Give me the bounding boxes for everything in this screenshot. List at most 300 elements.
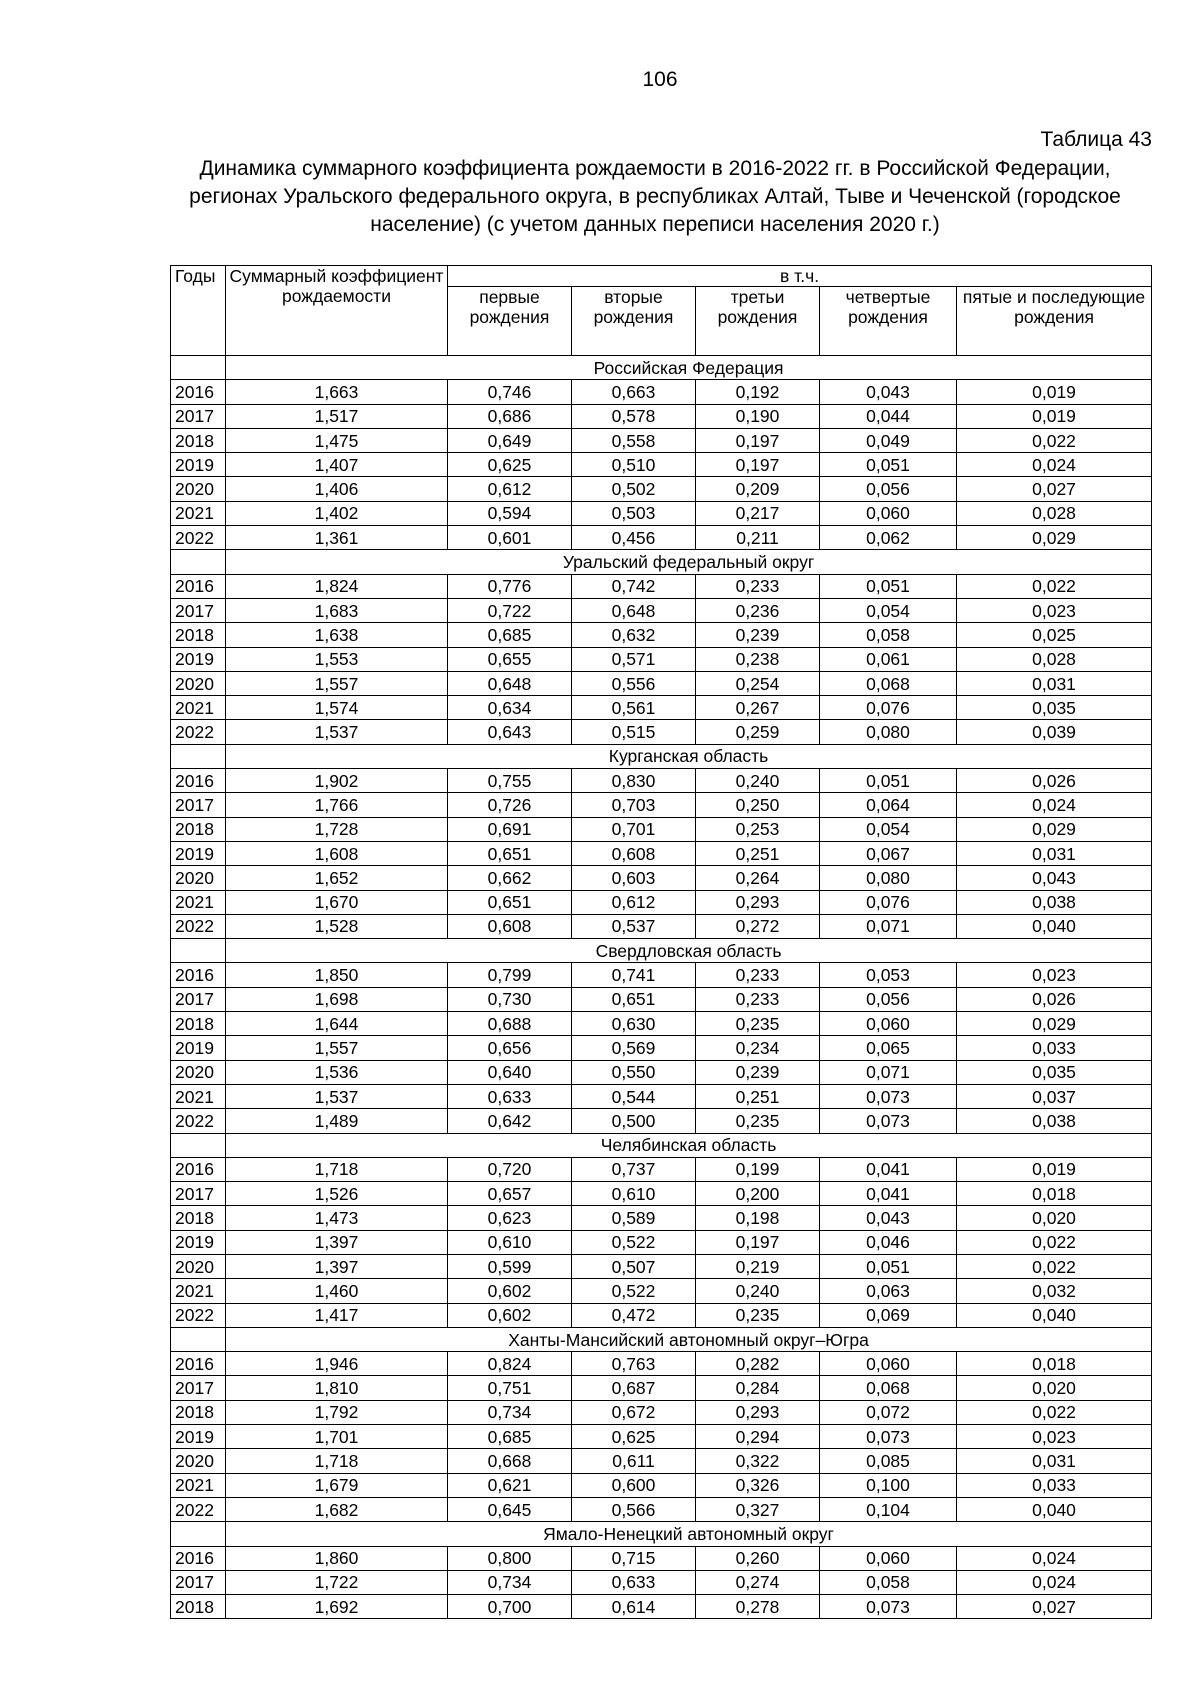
- value-cell: 0,456: [572, 526, 696, 550]
- value-cell: 1,473: [226, 1206, 448, 1230]
- value-cell: 0,062: [820, 526, 957, 550]
- table-row: [171, 501, 1152, 525]
- value-cell: 1,644: [226, 1012, 448, 1036]
- value-cell: 0,651: [448, 890, 572, 914]
- value-cell: 0,685: [448, 623, 572, 647]
- table-row: [171, 1012, 1152, 1036]
- value-cell: 0,023: [957, 1425, 1152, 1449]
- table-row: [171, 769, 1152, 793]
- year-cell: 2017: [171, 1182, 226, 1206]
- value-cell: 0,240: [696, 1279, 820, 1303]
- value-cell: 0,651: [448, 841, 572, 865]
- year-cell: 2018: [171, 1400, 226, 1424]
- value-cell: 0,594: [448, 501, 572, 525]
- value-cell: 0,472: [572, 1303, 696, 1327]
- region-name: Курганская область: [226, 744, 1152, 768]
- value-cell: 0,259: [696, 720, 820, 744]
- value-cell: 1,683: [226, 598, 448, 622]
- year-cell: 2018: [171, 428, 226, 452]
- value-cell: 0,278: [696, 1595, 820, 1619]
- value-cell: 0,058: [820, 1570, 957, 1594]
- value-cell: 0,022: [957, 1400, 1152, 1424]
- data-table: [170, 265, 1152, 1619]
- value-cell: 1,537: [226, 720, 448, 744]
- region-row: [171, 1522, 1152, 1546]
- value-cell: 0,239: [696, 1060, 820, 1084]
- value-cell: 0,217: [696, 501, 820, 525]
- value-cell: 0,253: [696, 817, 820, 841]
- table-row: [171, 526, 1152, 550]
- value-cell: 0,029: [957, 817, 1152, 841]
- year-cell: 2020: [171, 477, 226, 501]
- value-cell: 0,649: [448, 428, 572, 452]
- table-row: [171, 477, 1152, 501]
- value-cell: 0,632: [572, 623, 696, 647]
- value-cell: 1,526: [226, 1182, 448, 1206]
- table-title: Динамика суммарного коэффициента рождаемости в 2016-2022 гг. в Российской Федерации, регионах Уральского федерального округа, в республиках Алтай, Тыве и Чеченской (городское население) (с учетом данных переписи населения 2020 г.): [189, 157, 1121, 236]
- table-row: [171, 914, 1152, 938]
- table-row: [171, 1546, 1152, 1570]
- table-row: [171, 890, 1152, 914]
- table-row: [171, 453, 1152, 477]
- value-cell: 0,640: [448, 1060, 572, 1084]
- value-cell: 0,240: [696, 769, 820, 793]
- value-cell: 1,528: [226, 914, 448, 938]
- value-cell: 0,031: [957, 1449, 1152, 1473]
- value-cell: 0,058: [820, 623, 957, 647]
- value-cell: 0,502: [572, 477, 696, 501]
- value-cell: 0,198: [696, 1206, 820, 1230]
- value-cell: 0,067: [820, 841, 957, 865]
- value-cell: 0,645: [448, 1497, 572, 1521]
- value-cell: 0,625: [572, 1425, 696, 1449]
- value-cell: 0,503: [572, 501, 696, 525]
- value-cell: 0,722: [448, 598, 572, 622]
- value-cell: 0,657: [448, 1182, 572, 1206]
- table-row: [171, 1109, 1152, 1133]
- value-cell: 0,293: [696, 890, 820, 914]
- year-cell: 2019: [171, 1230, 226, 1254]
- region-name: Челябинская область: [226, 1133, 1152, 1157]
- region-row: [171, 550, 1152, 574]
- value-cell: 0,522: [572, 1230, 696, 1254]
- value-cell: 0,284: [696, 1376, 820, 1400]
- year-cell: 2021: [171, 501, 226, 525]
- value-cell: 1,792: [226, 1400, 448, 1424]
- value-cell: 0,294: [696, 1425, 820, 1449]
- year-cell: 2017: [171, 793, 226, 817]
- year-cell: 2016: [171, 1546, 226, 1570]
- value-cell: 1,860: [226, 1546, 448, 1570]
- table-row: [171, 647, 1152, 671]
- value-cell: 0,051: [820, 453, 957, 477]
- value-cell: 0,571: [572, 647, 696, 671]
- value-cell: 0,507: [572, 1254, 696, 1278]
- value-cell: 0,630: [572, 1012, 696, 1036]
- value-cell: 0,038: [957, 1109, 1152, 1133]
- value-cell: 1,557: [226, 671, 448, 695]
- value-cell: 1,679: [226, 1473, 448, 1497]
- value-cell: 0,197: [696, 1230, 820, 1254]
- table-row: [171, 817, 1152, 841]
- value-cell: 0,051: [820, 769, 957, 793]
- table-row: [171, 1425, 1152, 1449]
- value-cell: 0,190: [696, 404, 820, 428]
- table-row: [171, 1279, 1152, 1303]
- header-second-births: вторые рождения: [572, 287, 696, 356]
- table-row: [171, 1230, 1152, 1254]
- value-cell: 0,746: [448, 380, 572, 404]
- value-cell: 0,035: [957, 696, 1152, 720]
- value-cell: 0,233: [696, 987, 820, 1011]
- value-cell: 1,728: [226, 817, 448, 841]
- value-cell: 1,652: [226, 866, 448, 890]
- value-cell: 0,537: [572, 914, 696, 938]
- value-cell: 0,737: [572, 1157, 696, 1181]
- value-cell: 0,104: [820, 1497, 957, 1521]
- year-cell: 2016: [171, 1352, 226, 1376]
- year-cell: 2022: [171, 1303, 226, 1327]
- value-cell: 0,691: [448, 817, 572, 841]
- value-cell: 0,663: [572, 380, 696, 404]
- value-cell: 0,197: [696, 428, 820, 452]
- value-cell: 0,327: [696, 1497, 820, 1521]
- value-cell: 1,397: [226, 1230, 448, 1254]
- value-cell: 1,824: [226, 574, 448, 598]
- value-cell: 0,625: [448, 453, 572, 477]
- value-cell: 1,718: [226, 1449, 448, 1473]
- value-cell: 0,033: [957, 1036, 1152, 1060]
- year-cell: 2019: [171, 647, 226, 671]
- value-cell: 0,065: [820, 1036, 957, 1060]
- year-cell: 2022: [171, 914, 226, 938]
- region-row-blank: [171, 550, 226, 574]
- value-cell: 0,233: [696, 963, 820, 987]
- value-cell: 0,602: [448, 1303, 572, 1327]
- value-cell: 0,044: [820, 404, 957, 428]
- value-cell: 0,235: [696, 1303, 820, 1327]
- value-cell: 0,589: [572, 1206, 696, 1230]
- value-cell: 0,751: [448, 1376, 572, 1400]
- value-cell: 0,219: [696, 1254, 820, 1278]
- page-number: 106: [642, 68, 678, 91]
- region-row: [171, 939, 1152, 963]
- table-row: [171, 598, 1152, 622]
- value-cell: 0,800: [448, 1546, 572, 1570]
- value-cell: 0,061: [820, 647, 957, 671]
- year-cell: 2017: [171, 598, 226, 622]
- value-cell: 1,663: [226, 380, 448, 404]
- year-cell: 2021: [171, 1473, 226, 1497]
- region-name: Ханты-Мансийский автономный округ–Югра: [226, 1327, 1152, 1351]
- value-cell: 0,233: [696, 574, 820, 598]
- value-cell: 0,027: [957, 477, 1152, 501]
- year-cell: 2018: [171, 1206, 226, 1230]
- value-cell: 0,033: [957, 1473, 1152, 1497]
- value-cell: 0,235: [696, 1012, 820, 1036]
- value-cell: 0,019: [957, 404, 1152, 428]
- value-cell: 0,064: [820, 793, 957, 817]
- year-cell: 2020: [171, 1060, 226, 1084]
- value-cell: 1,692: [226, 1595, 448, 1619]
- year-cell: 2016: [171, 574, 226, 598]
- value-cell: 1,766: [226, 793, 448, 817]
- value-cell: 0,642: [448, 1109, 572, 1133]
- value-cell: 0,250: [696, 793, 820, 817]
- value-cell: 0,040: [957, 914, 1152, 938]
- value-cell: 0,648: [572, 598, 696, 622]
- value-cell: 0,326: [696, 1473, 820, 1497]
- value-cell: 1,460: [226, 1279, 448, 1303]
- year-cell: 2018: [171, 623, 226, 647]
- value-cell: 0,018: [957, 1352, 1152, 1376]
- value-cell: 1,397: [226, 1254, 448, 1278]
- value-cell: 1,475: [226, 428, 448, 452]
- region-name: Уральский федеральный округ: [226, 550, 1152, 574]
- table-row: [171, 1084, 1152, 1108]
- value-cell: 0,054: [820, 598, 957, 622]
- table-row: [171, 866, 1152, 890]
- value-cell: 0,040: [957, 1303, 1152, 1327]
- value-cell: 0,322: [696, 1449, 820, 1473]
- table-row: [171, 963, 1152, 987]
- value-cell: 0,668: [448, 1449, 572, 1473]
- value-cell: 0,611: [572, 1449, 696, 1473]
- value-cell: 0,024: [957, 1570, 1152, 1594]
- value-cell: 1,517: [226, 404, 448, 428]
- table-row: [171, 1036, 1152, 1060]
- year-cell: 2016: [171, 963, 226, 987]
- value-cell: 0,566: [572, 1497, 696, 1521]
- table-header: [171, 266, 1152, 356]
- value-cell: 0,076: [820, 696, 957, 720]
- value-cell: 0,200: [696, 1182, 820, 1206]
- region-row-blank: [171, 1327, 226, 1351]
- table-row: [171, 1206, 1152, 1230]
- value-cell: 0,040: [957, 1497, 1152, 1521]
- value-cell: 0,734: [448, 1400, 572, 1424]
- value-cell: 0,024: [957, 793, 1152, 817]
- value-cell: 0,019: [957, 380, 1152, 404]
- value-cell: 0,267: [696, 696, 820, 720]
- value-cell: 0,076: [820, 890, 957, 914]
- value-cell: 0,071: [820, 1060, 957, 1084]
- value-cell: 0,037: [957, 1084, 1152, 1108]
- value-cell: 0,046: [820, 1230, 957, 1254]
- table-row: [171, 1352, 1152, 1376]
- value-cell: 0,726: [448, 793, 572, 817]
- region-row: [171, 1327, 1152, 1351]
- value-cell: 0,701: [572, 817, 696, 841]
- value-cell: 1,553: [226, 647, 448, 671]
- value-cell: 0,500: [572, 1109, 696, 1133]
- value-cell: 0,741: [572, 963, 696, 987]
- table-row: [171, 720, 1152, 744]
- value-cell: 0,254: [696, 671, 820, 695]
- value-cell: 0,072: [820, 1400, 957, 1424]
- value-cell: 0,755: [448, 769, 572, 793]
- value-cell: 1,402: [226, 501, 448, 525]
- table-row: [171, 1473, 1152, 1497]
- value-cell: 1,698: [226, 987, 448, 1011]
- table-row: [171, 1376, 1152, 1400]
- value-cell: 0,544: [572, 1084, 696, 1108]
- value-cell: 0,656: [448, 1036, 572, 1060]
- value-cell: 0,054: [820, 817, 957, 841]
- value-cell: 0,051: [820, 1254, 957, 1278]
- value-cell: 0,019: [957, 1157, 1152, 1181]
- value-cell: 0,260: [696, 1546, 820, 1570]
- year-cell: 2022: [171, 526, 226, 550]
- table-label: Таблица 43: [1040, 128, 1152, 151]
- value-cell: 0,022: [957, 574, 1152, 598]
- value-cell: 1,902: [226, 769, 448, 793]
- value-cell: 0,662: [448, 866, 572, 890]
- value-cell: 0,614: [572, 1595, 696, 1619]
- table-row: [171, 841, 1152, 865]
- year-cell: 2022: [171, 1497, 226, 1521]
- value-cell: 1,407: [226, 453, 448, 477]
- value-cell: 0,239: [696, 623, 820, 647]
- value-cell: 0,720: [448, 1157, 572, 1181]
- value-cell: 0,251: [696, 1084, 820, 1108]
- value-cell: 0,068: [820, 1376, 957, 1400]
- year-cell: 2017: [171, 1570, 226, 1594]
- value-cell: 0,634: [448, 696, 572, 720]
- value-cell: 0,043: [820, 1206, 957, 1230]
- value-cell: 0,608: [448, 914, 572, 938]
- value-cell: 0,022: [957, 1230, 1152, 1254]
- year-cell: 2017: [171, 404, 226, 428]
- table-row: [171, 1254, 1152, 1278]
- value-cell: 0,085: [820, 1449, 957, 1473]
- value-cell: 0,209: [696, 477, 820, 501]
- year-cell: 2020: [171, 1449, 226, 1473]
- year-cell: 2018: [171, 817, 226, 841]
- table-row: [171, 623, 1152, 647]
- value-cell: 0,742: [572, 574, 696, 598]
- value-cell: 1,946: [226, 1352, 448, 1376]
- value-cell: 0,688: [448, 1012, 572, 1036]
- header-fifth-births: пятые и последующие рождения: [957, 287, 1152, 356]
- table-body: [171, 356, 1152, 1619]
- value-cell: 0,264: [696, 866, 820, 890]
- value-cell: 0,612: [572, 890, 696, 914]
- value-cell: 1,361: [226, 526, 448, 550]
- value-cell: 0,730: [448, 987, 572, 1011]
- value-cell: 1,850: [226, 963, 448, 987]
- year-cell: 2020: [171, 671, 226, 695]
- header-first-births: первые рождения: [448, 287, 572, 356]
- value-cell: 0,060: [820, 1546, 957, 1570]
- value-cell: 0,056: [820, 477, 957, 501]
- value-cell: 1,406: [226, 477, 448, 501]
- value-cell: 0,071: [820, 914, 957, 938]
- value-cell: 0,282: [696, 1352, 820, 1376]
- value-cell: 0,018: [957, 1182, 1152, 1206]
- year-cell: 2021: [171, 696, 226, 720]
- value-cell: 0,569: [572, 1036, 696, 1060]
- year-cell: 2016: [171, 769, 226, 793]
- value-cell: 0,023: [957, 598, 1152, 622]
- region-row-blank: [171, 1522, 226, 1546]
- value-cell: 0,599: [448, 1254, 572, 1278]
- value-cell: 0,035: [957, 1060, 1152, 1084]
- table-row: [171, 1570, 1152, 1594]
- value-cell: 0,715: [572, 1546, 696, 1570]
- value-cell: 0,022: [957, 1254, 1152, 1278]
- value-cell: 0,041: [820, 1182, 957, 1206]
- value-cell: 0,238: [696, 647, 820, 671]
- value-cell: 0,235: [696, 1109, 820, 1133]
- value-cell: 0,600: [572, 1473, 696, 1497]
- value-cell: 0,025: [957, 623, 1152, 647]
- value-cell: 1,537: [226, 1084, 448, 1108]
- value-cell: 0,056: [820, 987, 957, 1011]
- table-row: [171, 404, 1152, 428]
- value-cell: 0,073: [820, 1595, 957, 1619]
- year-cell: 2021: [171, 890, 226, 914]
- header-including: в т.ч.: [448, 266, 1152, 287]
- value-cell: 0,655: [448, 647, 572, 671]
- value-cell: 0,049: [820, 428, 957, 452]
- value-cell: 0,060: [820, 1352, 957, 1376]
- header-fourth-births: четвертые рождения: [820, 287, 957, 356]
- value-cell: 0,578: [572, 404, 696, 428]
- table-row: [171, 1400, 1152, 1424]
- value-cell: 1,417: [226, 1303, 448, 1327]
- value-cell: 0,060: [820, 1012, 957, 1036]
- value-cell: 0,211: [696, 526, 820, 550]
- value-cell: 0,100: [820, 1473, 957, 1497]
- value-cell: 0,029: [957, 526, 1152, 550]
- year-cell: 2018: [171, 1012, 226, 1036]
- year-cell: 2021: [171, 1084, 226, 1108]
- value-cell: 0,026: [957, 987, 1152, 1011]
- table-row: [171, 428, 1152, 452]
- value-cell: 0,672: [572, 1400, 696, 1424]
- table-row: [171, 574, 1152, 598]
- region-row-blank: [171, 939, 226, 963]
- value-cell: 0,073: [820, 1084, 957, 1108]
- table-row: [171, 1060, 1152, 1084]
- year-cell: 2019: [171, 1036, 226, 1060]
- table-row: [171, 380, 1152, 404]
- value-cell: 0,060: [820, 501, 957, 525]
- value-cell: 0,776: [448, 574, 572, 598]
- value-cell: 0,063: [820, 1279, 957, 1303]
- value-cell: 0,023: [957, 963, 1152, 987]
- region-name: Российская Федерация: [226, 356, 1152, 380]
- value-cell: 0,274: [696, 1570, 820, 1594]
- value-cell: 0,022: [957, 428, 1152, 452]
- value-cell: 1,810: [226, 1376, 448, 1400]
- value-cell: 0,612: [448, 477, 572, 501]
- value-cell: 0,558: [572, 428, 696, 452]
- value-cell: 0,199: [696, 1157, 820, 1181]
- year-cell: 2022: [171, 720, 226, 744]
- header-tfr: Суммарный коэффициент рождаемости: [226, 266, 448, 356]
- value-cell: 1,574: [226, 696, 448, 720]
- value-cell: 0,700: [448, 1595, 572, 1619]
- value-cell: 1,718: [226, 1157, 448, 1181]
- value-cell: 0,603: [572, 866, 696, 890]
- value-cell: 0,830: [572, 769, 696, 793]
- value-cell: 1,670: [226, 890, 448, 914]
- table-row: [171, 987, 1152, 1011]
- value-cell: 0,080: [820, 866, 957, 890]
- year-cell: 2019: [171, 1425, 226, 1449]
